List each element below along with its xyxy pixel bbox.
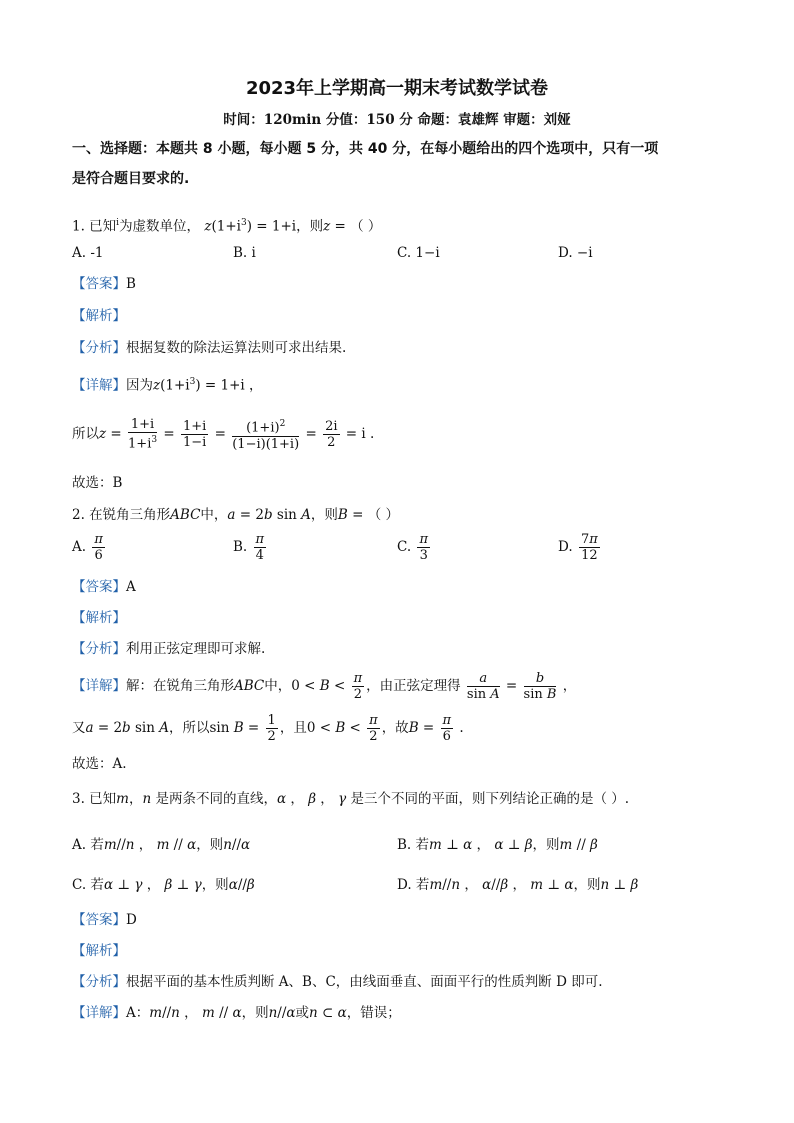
- q1-analysis-label: 【解析】: [72, 308, 126, 324]
- q2-detail-line1: 【详解】解：在锐角三角形ABC中，0 < B < $\frac{\pi}{2}$ ，由正弦定理得 $\frac{a}{\text{sin A}}$ = $\frac{b}{\text{sin B}}$ ，: [72, 671, 577, 702]
- q1-detail: 【详解】因为$z(1+i^3) = 1+i$ ，: [72, 377, 263, 394]
- q2-option-c: C. $\frac{\pi}{3}$: [397, 532, 428, 563]
- q2-fenxi: 【分析】利用正弦定理即可求解.: [72, 641, 266, 657]
- q3-fenxi: 【分析】根据平面的基本性质判断 A、B、C，由线面垂直、面面平行的性质判断 D 即可.: [72, 974, 603, 990]
- q2-answer: 【答案】A: [72, 579, 136, 595]
- q1-option-d: D. −i: [558, 245, 593, 261]
- q2-option-a: A. $\frac{\pi}{6}$: [72, 532, 103, 563]
- exam-info: 时间：120min 分值：150 分 命题：袁雄辉 审题：刘娅: [223, 112, 571, 128]
- section-heading-line1: 一、选择题：本题共 8 小题，每小题 5 分，共 40 分，在每小题给出的四个选项中，只有一项: [72, 141, 659, 157]
- q1-option-a: A. -1: [72, 245, 104, 261]
- q2-analysis-label: 【解析】: [72, 610, 126, 626]
- q2-detail-line2: 又a = 2b sin A，所以sin B = $\frac{1}{2}$ ，且0 < B < $\frac{\pi}{2}$ ，故B = $\frac{\pi}{6}$ .: [72, 713, 464, 744]
- q1-answer: 【答案】B: [72, 276, 136, 292]
- q2-choose: 故选：A.: [72, 756, 127, 772]
- q3-answer: 【答案】D: [72, 912, 137, 928]
- q1-equation: z: [204, 218, 212, 235]
- section-heading-line2: 是符合题目要求的.: [72, 171, 190, 187]
- q1-option-c: C. 1−i: [397, 245, 440, 261]
- q1-option-b: B. i: [233, 245, 256, 261]
- q3-detail: 【详解】A：m//n ， m // α，则n//α或n ⊂ α，错误；: [72, 1005, 401, 1021]
- q3-analysis-label: 【解析】: [72, 943, 126, 959]
- q2-option-b: B. $\frac{\pi}{4}$: [233, 532, 265, 563]
- q1-derivation: 所以z = $\frac{1+i}{1+i^3}$ = $\frac{1+i}{1-i}$ = $\frac{(1+i)^2}{(1-i)(1+i)}$ = $\frac{2i}{2}$ = i .: [72, 417, 375, 452]
- q3-option-b: B. 若m ⊥ α ， α ⊥ β，则m // β: [397, 837, 598, 853]
- q1-stem: 1. 已知$^i$为虚数单位， $z(1+i^3) = 1+i$，则z = （ ）: [72, 218, 382, 235]
- q3-stem: 3. 已知m，n 是两条不同的直线，α ， β ， γ 是三个不同的平面，则下列结论正确的是（ ）.: [72, 791, 630, 807]
- q2-option-d: D. $\frac{7\pi}{12}$: [558, 532, 598, 563]
- q1-fenxi: 【分析】根据复数的除法运算法则可求出结果.: [72, 340, 347, 356]
- page-title: 2023年上学期高一期末考试数学试卷: [245, 78, 549, 99]
- q3-option-c: C. 若α ⊥ γ ， β ⊥ γ，则α//β: [72, 877, 255, 893]
- q2-stem: 2. 在锐角三角形ABC中，a = 2b sin A，则B = （ ）: [72, 507, 400, 523]
- q3-option-d: D. 若m//n ， α//β ， m ⊥ α，则n ⊥ β: [397, 877, 639, 893]
- q3-option-a: A. 若m//n ， m // α，则n//α: [72, 837, 251, 853]
- q1-choose: 故选：B: [72, 475, 123, 491]
